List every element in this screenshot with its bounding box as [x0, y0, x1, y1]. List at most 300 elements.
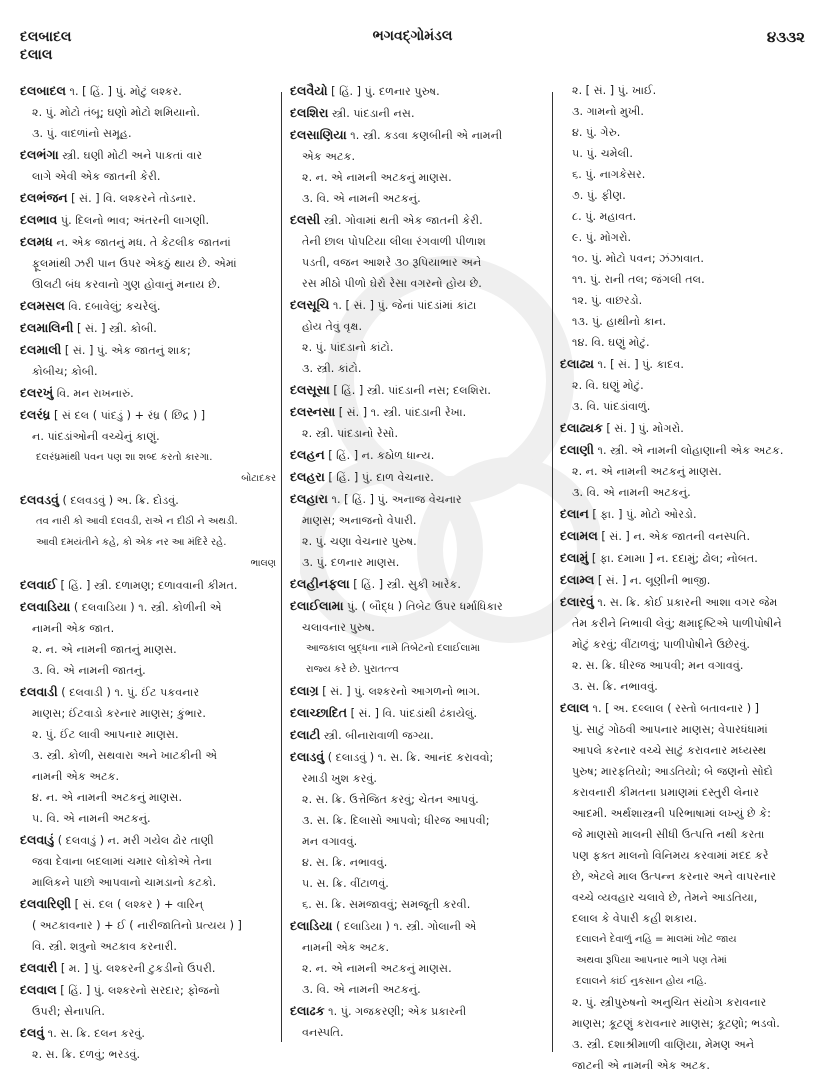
- definition-text: ૮. પું. મહાવત.: [572, 210, 637, 223]
- definition-line: [20, 851, 276, 872]
- headword: દલભંજન: [20, 190, 68, 205]
- definition-line: [560, 824, 810, 845]
- dictionary-entry-line: [20, 80, 276, 102]
- headword: દલારવું: [560, 594, 594, 609]
- dictionary-entry-line: [560, 697, 810, 719]
- definition-line: [20, 511, 276, 532]
- definition-line: [290, 316, 546, 337]
- dictionary-entry-line: [560, 439, 810, 461]
- definition-text: ૩. વિ. પાંદડાંવાળું.: [572, 400, 651, 413]
- headword: દલામ્લ: [560, 572, 595, 587]
- definition-line: [560, 143, 810, 164]
- definition-text: સ્ત્રી. પાંદડાની નસ.: [328, 107, 415, 120]
- definition-text: વિ. સ્ત્રી. શત્રુનો અટકાવ કરનારી.: [32, 940, 177, 953]
- definition-line: [20, 639, 276, 660]
- definition-line: [290, 617, 546, 638]
- dictionary-entry-line: [20, 1022, 276, 1044]
- dictionary-entry-line: [560, 591, 810, 613]
- definition-line: [560, 992, 810, 1013]
- definition-line: [560, 396, 810, 417]
- definition-text: [ હિં. ] સ્ત્રી. પાંદડાની નસ; દલશિરા.: [329, 384, 491, 397]
- dictionary-entry-line: [290, 466, 546, 488]
- definition-text: ૧. સ્ત્રી. એ નામની લોહાણાની એક અટક.: [593, 444, 784, 457]
- definition-text: ન. પાંદડાંઓની વચ્ચેનું કાણું.: [32, 430, 160, 443]
- definition-text: માણસ; કૂટણું કરાવનાર માણસ; કૂટણો; ભડવો.: [572, 1017, 780, 1030]
- definition-text: દલાલને કાંઈ નુકસાન હોય નહિ.: [576, 976, 707, 987]
- definition-text: ૧. [ હિં. ] પું. મોટું લશ્કર.: [65, 85, 182, 98]
- definition-text: ઊલટી બંધ કરવાનો ગુણ હોવાનું મનાય છે.: [32, 278, 221, 291]
- dictionary-entry-line: [290, 124, 546, 146]
- definition-line: [290, 231, 546, 252]
- definition-line: [560, 866, 810, 887]
- headword: દલવું: [20, 1025, 45, 1040]
- dictionary-entry-line: [20, 957, 276, 979]
- column-divider: [552, 92, 553, 1052]
- definition-line: [290, 423, 546, 444]
- dictionary-entry-line: [560, 525, 810, 547]
- headword: દલામું: [560, 550, 589, 565]
- definition-text: કોબીચ; કોબી.: [32, 365, 98, 378]
- definition-text: પડતી, વજન આશરે ૩૦ રૂપિયાભાર અને: [302, 256, 482, 269]
- dictionary-entry-line: [290, 488, 546, 510]
- dictionary-entry-line: [20, 489, 276, 511]
- definition-text: [ હિં. ] પું. દળનાર પુરુષ.: [327, 85, 440, 98]
- definition-text: પું. દિલનો ભાવ; અંતરની લાગણી.: [57, 214, 210, 227]
- headword: દલરંધ્ર: [20, 407, 51, 422]
- definition-line: [560, 185, 810, 206]
- book-title: ભગવદ્ગોમંડલ: [372, 28, 453, 44]
- definition-line: [20, 447, 276, 468]
- definition-line: [20, 872, 276, 893]
- definition-text: ૩. પું. વાદળાંનો સમૂહ.: [32, 127, 132, 140]
- dictionary-entry-line: [290, 444, 546, 466]
- definition-text: ૨. વિ. ઘણું મોટું.: [572, 379, 644, 392]
- definition-text: ૪. ન. એ નામની અટકનું માણસ.: [32, 791, 183, 804]
- definition-text: એક અટક.: [302, 150, 356, 163]
- definition-text: [ ફા. ] પું. મોટો ઓરડો.: [588, 508, 697, 521]
- definition-line: [20, 1001, 276, 1022]
- definition-line: [290, 188, 546, 209]
- definition-text: ૩. સ્ત્રી. દશાશ્રીમાળી વાણિયા, મેમણ અને: [572, 1038, 755, 1051]
- dictionary-entry-line: [290, 573, 546, 595]
- definition-text: ૧૪. વિ. ઘણું મોટું.: [572, 336, 650, 349]
- dictionary-entry-line: [20, 295, 276, 317]
- definition-line: [290, 659, 546, 680]
- page-number: ૪૩૩૨: [766, 28, 805, 46]
- definition-text: [ હિં. ] પું. લશ્કરનો સરદાર; ફોજનો: [56, 984, 220, 997]
- definition-text: જવા દેવાના બદલામાં ચમાર લોકોએ તેના: [32, 855, 212, 868]
- definition-line: [560, 761, 810, 782]
- definition-text: ૬. પું. નાગકેસર.: [572, 168, 646, 181]
- definition-text: [ સં. ] ન. એક જાતની વનસ્પતિ.: [597, 530, 750, 543]
- definition-text: ૧. પું. ગજકરણી; એક પ્રકારની: [324, 1005, 467, 1018]
- definition-text: આપલે કરનાર વચ્ચે સાટું કરાવનાર મધ્યસ્થ: [572, 744, 767, 757]
- dictionary-entry-line: [20, 339, 276, 361]
- definition-text: ૭. પું. ફીણ.: [572, 189, 626, 202]
- definition-line: [290, 358, 546, 379]
- definition-line: [20, 102, 276, 123]
- definition-text: જે માણસો માલની સીધી ઉત્પત્તિ નથી કરતા: [572, 828, 765, 841]
- last-guide-word: દલાલ: [20, 47, 53, 63]
- definition-text: ચલાવનાર પુરુષ.: [302, 621, 375, 634]
- dictionary-entry-line: [20, 829, 276, 851]
- headword: દલવાડું: [20, 832, 55, 847]
- definition-line: [20, 532, 276, 553]
- definition-text: નામની એક જાત.: [32, 622, 115, 635]
- headword: દલવારી: [20, 960, 58, 975]
- definition-text: [ સં. ] પું. એક જાતનું શાક;: [61, 344, 191, 357]
- dictionary-entry-line: [20, 596, 276, 618]
- dictionary-entry-line: [290, 102, 546, 124]
- headword: દલહરા: [290, 469, 325, 484]
- dictionary-entry-line: [20, 404, 276, 426]
- definition-text: તેમ કરીને નિભાવી લેવું; ક્ષમાદૃષ્ટિએ પાળીપોષીને: [572, 617, 782, 630]
- dictionary-entry-line: [20, 574, 276, 596]
- headword: દલમધ: [20, 234, 53, 249]
- definition-text: ૨. ન. એ નામની જાતનું માણસ.: [32, 643, 177, 656]
- definition-text: રમાડી ખુશ કરવું.: [302, 772, 377, 785]
- headword: દલાડવું: [290, 749, 325, 764]
- definition-text: ( દલવડવું ) અ. ક્રિ. દોડવું.: [58, 494, 179, 507]
- dictionary-entry-line: [290, 680, 546, 702]
- definition-text: [ હિં. ] ન. કઠોળ ધાન્ય.: [324, 449, 435, 462]
- definition-line: [560, 1034, 810, 1055]
- dictionary-entry-line: [560, 503, 810, 525]
- definition-line: [560, 482, 810, 503]
- definition-text: ૧. [ સં. ] પું. કાદવ.: [593, 358, 684, 371]
- definition-text: ૧. સ. ક્રિ. કોઈ પ્રકારની આશા વગર જેમ: [593, 596, 778, 609]
- definition-line: [20, 426, 276, 447]
- page-header: [20, 28, 805, 68]
- definition-text: નામની એક અટક.: [302, 941, 390, 954]
- definition-text: કરાવનારી કીમતના પ્રમાણમાં દસ્તુરી લેનાર: [572, 786, 759, 799]
- first-guide-word: દલબાદલ: [20, 29, 72, 45]
- headword: દલવાઈ: [20, 577, 57, 592]
- headword: દલરખું: [20, 385, 54, 400]
- definition-line: [290, 937, 546, 958]
- definition-text: [ સં. ] ૧. સ્ત્રી. પાંદડાની રેખા.: [335, 406, 467, 419]
- headword: દલવાલ: [20, 982, 57, 997]
- dictionary-entry-line: [290, 401, 546, 423]
- definition-line: [20, 166, 276, 187]
- headword: દલવારિણી: [20, 896, 72, 911]
- dictionary-entry-line: [290, 80, 546, 102]
- headword: દલભંગા: [20, 147, 59, 162]
- definition-text: મોટું કરવું; વીંટાળવું; પાળીપોષીને ઉછેરવું.: [572, 638, 750, 651]
- definition-text: [ સં. ] વિ. પાંદડાંથી ઢંકાયેલું.: [347, 707, 478, 720]
- definition-text: વિ. મન રાખનારું.: [53, 387, 134, 400]
- definition-line: [560, 269, 810, 290]
- definition-text: તવ નારી કો આવી દલવડી, રાએ ન દીઠી ને અથડી.: [36, 516, 238, 527]
- definition-line: [290, 552, 546, 573]
- column-3: [560, 80, 810, 1076]
- headword: દલવૈયો: [290, 83, 328, 98]
- definition-text: ૩. વિ. એ નામની અટકનું.: [572, 486, 691, 499]
- definition-text: પું. ( બૌદ્ધ ) તિબેટ ઉપર ધર્માધિકાર: [343, 600, 503, 613]
- definition-line: [290, 252, 546, 273]
- definition-line: [560, 1013, 810, 1034]
- definition-text: ૨. પું. પાંદડાનો કાંટો.: [302, 341, 394, 354]
- dictionary-entry-line: [290, 724, 546, 746]
- definition-text: સ્ત્રી. ઘણી મોટી અને પાકતાં વાર: [58, 149, 203, 162]
- column-divider: [281, 92, 282, 1042]
- definition-text: ૧. [ અ. દલ્લાલ ( રસ્તો બતાવનાર ) ]: [588, 702, 760, 715]
- dictionary-entry-line: [20, 231, 276, 253]
- definition-line: [290, 531, 546, 552]
- definition-line: [560, 122, 810, 143]
- headword: દલાન: [560, 506, 589, 521]
- definition-text: ૨. [ સં. ] પું. ખાઈ.: [572, 84, 657, 97]
- definition-line: [560, 248, 810, 269]
- definition-line: [290, 810, 546, 831]
- definition-text: ( દલાડવું ) ૧. સ. ક્રિ. આનંદ કરાવવો;: [324, 751, 494, 764]
- definition-line: [20, 787, 276, 808]
- dictionary-entry-line: [290, 915, 546, 937]
- definition-line: [560, 227, 810, 248]
- definition-text: ૨. પું. ઈંટ લાવી આપનાર માણસ.: [32, 728, 179, 741]
- definition-text: ૩. સ. ક્રિ. નભાવવું.: [572, 680, 658, 693]
- definition-text: ૧૨. પું. વાછરડો.: [572, 294, 643, 307]
- definition-line: [20, 553, 276, 574]
- definition-text: માણસ; અનાજનો વેપારી.: [302, 514, 417, 527]
- definition-line: [20, 745, 276, 766]
- definition-text: દલાલ કે વેપારી કહી શકાય.: [572, 912, 698, 925]
- definition-line: [290, 768, 546, 789]
- definition-text: રસ મીઠો પીળો ઘેરો રેસા વગરનો હોય છે.: [302, 277, 482, 290]
- dictionary-entry-line: [20, 187, 276, 209]
- definition-text: જાટની એ નામની એક અટક.: [572, 1059, 710, 1072]
- dictionary-entry-line: [290, 294, 546, 316]
- definition-text: [ સં. ] સ્ત્રી. કોબી.: [73, 322, 157, 335]
- definition-line: [20, 1044, 276, 1065]
- definition-line: [20, 808, 276, 829]
- definition-text: ૨. ન. એ નામની અટકનું માણસ.: [572, 465, 722, 478]
- definition-text: આદમી. અર્થશાસ્ત્રની પરિભાષામાં લખ્યું છે કે:: [572, 807, 771, 820]
- headword: દલસી: [290, 212, 321, 227]
- definition-line: [20, 660, 276, 681]
- definition-line: [20, 915, 276, 936]
- definition-line: [560, 908, 810, 929]
- definition-line: [560, 803, 810, 824]
- dictionary-entry-line: [290, 702, 546, 724]
- dictionary-entry-line: [560, 547, 810, 569]
- definition-line: [560, 1055, 810, 1076]
- definition-line: [290, 979, 546, 1000]
- definition-text: ( દલવાડું ) ન. મરી ગયેલ ઢોર તાણી: [54, 834, 214, 847]
- definition-line: [290, 789, 546, 810]
- headword: દલબાદલ: [20, 83, 66, 98]
- definition-text: ( દલાડિયા ) ૧. સ્ત્રી. ગોલાની એ: [332, 920, 477, 933]
- definition-text: ( અટકાવનાર ) + ઈ ( નારીજાતિનો પ્રત્યય ) ]: [32, 919, 242, 932]
- headword: દલાગ્ર: [290, 683, 319, 698]
- definition-line: [290, 831, 546, 852]
- definition-line: [560, 461, 810, 482]
- definition-text: ૨. પું. ચણા વેચનાર પુરુષ.: [302, 535, 417, 548]
- definition-text: ૧. [ હિં. ] પું. અનાજ વેચનાર: [327, 493, 462, 506]
- definition-text: ૨. ન. એ નામની અટકનું માણસ.: [302, 171, 452, 184]
- headword: દલવાડી: [20, 684, 58, 699]
- definition-text: ૧૩. પું. હાથીનો કાન.: [572, 315, 667, 328]
- definition-line: [560, 929, 810, 950]
- definition-text: વિ. દબાવેલું; કચરેલું.: [64, 300, 161, 313]
- definition-text: ૨. પું. સ્ત્રીપુરુષનો અનુચિત સંયોગ કરાવનાર: [572, 996, 767, 1009]
- headword: દલસૂસા: [290, 382, 330, 397]
- definition-text: ૧૦. પું. મોટો પવન; ઝંઝાવાત.: [572, 252, 704, 265]
- definition-text: ન. એક જાતનું મધ. તે કેટલીક જાતનાં: [52, 236, 231, 249]
- definition-line: [290, 958, 546, 979]
- definition-text: ( દલવાડી ) ૧. પું. ઈંટ પકવનાર: [57, 686, 200, 699]
- definition-line: [560, 634, 810, 655]
- definition-text: ૩. સ્ત્રી. કાંટો.: [302, 362, 362, 375]
- definition-text: ૨. પું. મોટો તંબૂ; ઘણો મોટો શમિયાનો.: [32, 106, 200, 119]
- dictionary-entry-line: [290, 595, 546, 617]
- headword: દલાટી: [290, 727, 321, 742]
- definition-text: ૨. સ. ક્રિ. દળવું; ભરડવું.: [32, 1048, 141, 1061]
- definition-text: ૪. પું. ગેરુ.: [572, 126, 621, 139]
- definition-text: ૫. વિ. એ નામની અટકનું.: [32, 812, 151, 825]
- definition-text: ૧. સ. ક્રિ. દલન કરવું.: [44, 1027, 145, 1040]
- definition-text: છે, એટલે માલ ઉત્પન્ન કરનાર અને વાપરનાર: [572, 870, 777, 883]
- definition-line: [560, 887, 810, 908]
- definition-line: [560, 950, 810, 971]
- definition-text: લાગે એવી એક જાતની કેરી.: [32, 170, 161, 183]
- dictionary-entry-line: [20, 144, 276, 166]
- definition-line: [560, 845, 810, 866]
- dictionary-entry-line: [290, 746, 546, 768]
- column-2: [290, 80, 546, 1043]
- definition-line: [20, 123, 276, 144]
- definition-line: [560, 80, 810, 101]
- definition-line: [560, 332, 810, 353]
- definition-text: ૨. સ્ત્રી. પાંદડાનો રેસો.: [302, 427, 399, 440]
- definition-text: માણસ; ઈંટવાડો કરનાર માણસ; કુંભાર.: [32, 707, 206, 720]
- definition-line: [290, 852, 546, 873]
- definition-text: ઉપરી; સેનાપતિ.: [32, 1005, 105, 1018]
- headword: દલાલ: [560, 700, 589, 715]
- definition-line: [20, 618, 276, 639]
- definition-line: [290, 510, 546, 531]
- definition-text: [ મ. ] પું. લશ્કરની ટુકડીનો ઉપરી.: [57, 962, 216, 975]
- definition-text: પુરુષ; મારફતિયો; આડતિયો; બે જણનો સોદો: [572, 765, 773, 778]
- definition-text: આજકાલ બુદ્ધના નામે તિબેટનો દલાઈલામા: [306, 643, 480, 654]
- headword: દલવાડિયા: [20, 599, 71, 614]
- definition-line: [560, 101, 810, 122]
- definition-line: [290, 894, 546, 915]
- headword: દલમાલિની: [20, 320, 74, 335]
- definition-line: [560, 655, 810, 676]
- dictionary-entry-line: [290, 209, 546, 231]
- definition-text: ૩. વિ. એ નામની અટકનું.: [302, 983, 421, 996]
- definition-text: ભાલણ: [250, 558, 276, 569]
- headword: દલમાલી: [20, 342, 62, 357]
- definition-text: ૩. સ્ત્રી. કોળી, સથવારા અને ખાટકીની એ: [32, 749, 218, 762]
- definition-line: [290, 167, 546, 188]
- definition-text: વચ્ચે વ્યવહાર ચલાવે છે, તેમને આડતિયા,: [572, 891, 758, 904]
- definition-line: [560, 290, 810, 311]
- definition-line: [560, 782, 810, 803]
- definition-line: [20, 703, 276, 724]
- dictionary-entry-line: [560, 569, 810, 591]
- dictionary-entry-line: [20, 382, 276, 404]
- definition-text: [ હિં. ] પું. દાળ વેચનાર.: [324, 471, 434, 484]
- definition-line: [290, 1022, 546, 1043]
- definition-line: [290, 337, 546, 358]
- definition-text: હોય તેવું વૃક્ષ.: [302, 320, 363, 333]
- definition-line: [20, 274, 276, 295]
- definition-text: તેની છાલ પોપટિયા લીલા રંગવાળી પીળાશ: [302, 235, 486, 248]
- definition-text: દલાલને દેવાળું નહિ = માલમાં ખોટ જાય: [576, 934, 737, 945]
- headword: દલાઈલામા: [290, 598, 344, 613]
- dictionary-entry-line: [20, 317, 276, 339]
- definition-text: [ ફા. દમામા ] ન. દદામું; ઢોલ; નોબત.: [588, 552, 758, 565]
- definition-text: ૩. વિ. એ નામની અટકનું.: [302, 192, 421, 205]
- headword: દલાઢક: [290, 1003, 325, 1018]
- definition-line: [560, 719, 810, 740]
- definition-text: ૯. પું. મોગરો.: [572, 231, 632, 244]
- definition-text: [ હિં. ] સ્ત્રી. સુકી ખારેક.: [349, 578, 461, 591]
- definition-text: પણ ફક્ત માલનો વિનિમય કરવામાં મદદ કરે: [572, 849, 769, 862]
- definition-text: બોટાદકર: [241, 473, 276, 484]
- definition-text: ૬. સ. ક્રિ. સમજાવવું; સમજૂતી કરવી.: [302, 898, 471, 911]
- definition-text: નામની એક અટક.: [32, 770, 120, 783]
- definition-text: રાજ્ય કરે છે. પુરાતત્ત્વ: [306, 664, 399, 675]
- definition-text: મન વગાવવું.: [302, 835, 358, 848]
- dictionary-entry-line: [560, 353, 810, 375]
- definition-text: [ સં. ] વિ. લશ્કરને તોડનાર.: [67, 192, 197, 205]
- definition-text: અથવા રૂપિયા આપનાર ભાગે પણ તેમાં: [576, 955, 727, 966]
- headword: દલાઢ્યક: [560, 420, 603, 435]
- headword: દલાડિયા: [290, 918, 333, 933]
- definition-line: [20, 468, 276, 489]
- headword: દલાણી: [560, 442, 594, 457]
- definition-text: દલરંધ્રમાંથી પવન પણ શા શબ્દ કરતો કારગા.: [36, 452, 213, 463]
- dictionary-entry-line: [290, 1000, 546, 1022]
- definition-line: [560, 676, 810, 697]
- definition-line: [290, 873, 546, 894]
- definition-line: [290, 146, 546, 167]
- definition-text: [ સં દલ ( પાંદડું ) + રંધ્ર ( છિદ્ર ) ]: [50, 409, 206, 422]
- definition-text: ૫. સ. ક્રિ. વીંટાળવું.: [302, 877, 389, 890]
- headword: દલમસલ: [20, 298, 65, 313]
- headword: દલહન: [290, 447, 325, 462]
- definition-line: [560, 740, 810, 761]
- headword: દલાચ્છાદિત: [290, 705, 348, 720]
- definition-line: [560, 613, 810, 634]
- definition-line: [560, 164, 810, 185]
- definition-line: [20, 253, 276, 274]
- dictionary-entry-line: [20, 209, 276, 231]
- definition-text: ૪. સ. ક્રિ. નભાવવું.: [302, 856, 388, 869]
- definition-line: [290, 273, 546, 294]
- definition-text: ૧. [ સં. ] પું. જેનાં પાંદડાંમાં કાંટા: [329, 299, 477, 312]
- definition-text: ૩. વિ. એ નામની જાતનું.: [32, 664, 146, 677]
- definition-text: માલિકને પાછો આપવાનો ચામડાનો કટકો.: [32, 876, 217, 889]
- definition-text: [ સં. ] પું. લશ્કરનો આગળનો ભાગ.: [318, 685, 481, 698]
- headword: દલવડવું: [20, 492, 59, 507]
- definition-text: સ્ત્રી. બીનારાવાળી જગ્યા.: [320, 729, 434, 742]
- headword: દલસૂચિ: [290, 297, 330, 312]
- headword: દલાઢ્ય: [560, 356, 594, 371]
- headword: દલશિરા: [290, 105, 329, 120]
- definition-line: [560, 311, 810, 332]
- definition-line: [20, 724, 276, 745]
- definition-line: [560, 971, 810, 992]
- dictionary-entry-line: [20, 681, 276, 703]
- definition-text: ફૂલમાંથી ઝરી પાન ઉપર એકઠું થાય છે. એમાં: [32, 257, 237, 270]
- column-1: [20, 80, 276, 1065]
- definition-text: પું. સાટું ગોઠવી આપનાર માણસ; વેપારધંધામાં: [572, 723, 768, 736]
- definition-text: [ સં. ] ન. લૂણીની ભાજી.: [594, 574, 711, 587]
